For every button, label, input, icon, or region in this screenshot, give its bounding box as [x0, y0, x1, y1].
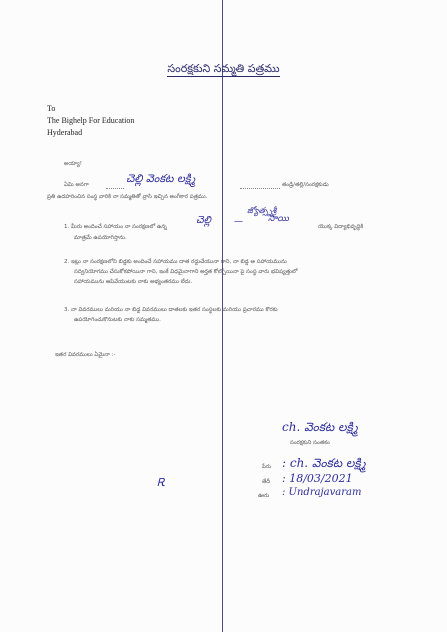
- intro-suffix: తండ్రి/తల్లి/సంరక్షకుడు: [282, 182, 329, 188]
- item3-line1: 3. నా వివరములు మరియు నా బిడ్డ వివరములు దాతలకు ఇతర సంస్థలకు మరియు ప్రచారము కొరకు: [64, 307, 278, 313]
- date-label: తేదీ: [262, 479, 271, 485]
- place-label: ఊరు: [258, 493, 270, 499]
- salutation: అయ్యా!: [64, 161, 82, 167]
- address-city: Hyderabad: [47, 128, 83, 137]
- guardian-signature-handwritten: ch. వెంకట లక్ష్మి: [282, 420, 358, 434]
- other-details-label: ఇతర వివరములు ఏమైనా :-: [55, 352, 116, 358]
- intro-prefix: ఏమి అనగా: [64, 182, 89, 188]
- date-value-handwritten: : 18/03/2021: [282, 472, 353, 485]
- item1-name-handwritten: చెల్లి: [196, 215, 211, 226]
- blank-dots: [240, 188, 280, 189]
- name-value-handwritten: : ch. వెంకట లక్ష్మి: [282, 456, 366, 470]
- item1-line1-b: యొక్క విద్యాభివృద్ధికి: [318, 224, 364, 230]
- blank-dots: [106, 188, 124, 189]
- address-org: The Bighelp For Education: [47, 116, 135, 125]
- item1-above-handwritten: జ్యోత్స్నశ్రీ: [247, 206, 277, 215]
- item2-line2: సద్వినియోగము చేసుకోకపోయినా గాని, ఇంకే విధమైనాగాని అర్హత కోల్పోయినా పై సంస్థ వారు భవిష్యత్తులో: [74, 269, 298, 275]
- place-value-handwritten: : Undrajavaram: [282, 487, 362, 498]
- fold-line: [222, 0, 223, 632]
- item1-line1-a: 1. మీరు అందించే సహాయం నా సంరక్షణలో ఉన్న: [64, 224, 167, 230]
- item1-word-handwritten: సాయి: [268, 214, 289, 224]
- letter-title: [0, 62, 447, 78]
- item3-line2: ఉపయోగించుకొనుటకు నాకు సమ్మతము.: [74, 317, 161, 323]
- name-label: పేరు: [262, 464, 272, 470]
- stray-pen-mark: Ꭱ: [157, 476, 166, 489]
- address-to: To: [47, 104, 56, 113]
- item1-line2: మాత్రమే ఉపయోగిస్తాను.: [74, 235, 127, 241]
- item1-dash: —: [234, 217, 243, 227]
- letter-title-text: సంరక్షకుని సమ్మతి పత్రము: [167, 62, 280, 75]
- item2-line3: సహాయమును ఆపివేయుటకు నాకు అభ్యంతరము లేదు.: [74, 279, 193, 285]
- intro-line-2: ప్రతి ఉదహరించిన సంస్థ వారికి నా సమ్మతితో వ్రాసి ఇచ్చిన అంగీకార పత్రము.: [47, 194, 208, 200]
- intro-name-handwritten: చెల్లి వెంకట లక్ష్మి: [126, 172, 196, 185]
- item2-line1: 2. ఇట్లు నా సంరక్షణలోని బిడ్డకు అందించే సహాయము దాత రద్దుచేయునా గాని, నా బిడ్డ ఆ సహాయమును: [64, 259, 287, 265]
- signature-label: సంరక్షకుని సంతకం: [290, 440, 330, 446]
